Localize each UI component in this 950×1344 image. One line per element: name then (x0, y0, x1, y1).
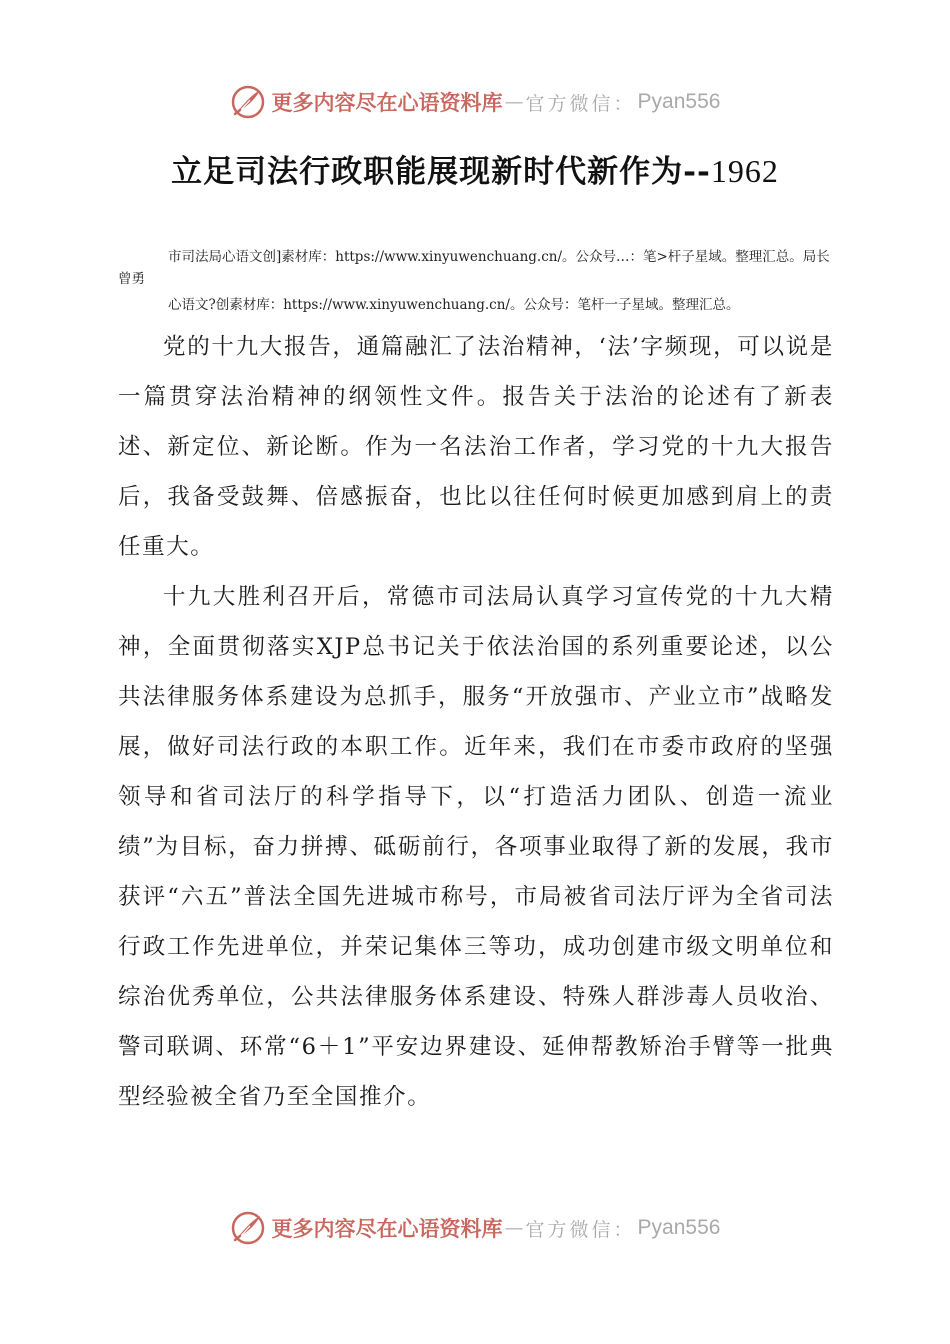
paragraph: 党的十九大报告，通篇融汇了法治精神，‘法’字频现，可以说是一篇贯穿法治精神的纲领性文件。报告关于法治的论述有了新表述、新定位、新论断。作为一名法治工作者，学习党的十九大报告后，我备受鼓舞、倍感振奋，也比以往任何时候更加感到肩上的责任重大。 (118, 334, 834, 560)
title-main: 立足司法行政职能展现新时代新作为-- (171, 154, 711, 190)
quill-logo-icon (230, 84, 266, 120)
paragraph: 十九大胜利召开后，常德市司法局认真学习宣传党的十九大精神，全面贯彻落实XJP总书记关于依法治国的系列重要论述，以公共法律服务体系建设为总抓手，服务“开放强市、产业立市”战略发展，做好司法行政的本职工作。近年来，我们在市委市政府的坚强领导和省司法厅的科学指导下，以“打造活力团队、创造一流业绩”为目标，奋力拼搏、砥砺前行，各项事业取得了新的发展，我市获评“六五”普法全国先进城市称号，市局被省司法厅评为全省司法行政工作先进单位，并荣记集体三等功，成功创建市级文明单位和综治优秀单位，公共法律服务体系建设、特殊人群涉毒人员收治、警司联调、环常“6＋1”平安边界建设、延伸帮教矫治手臂等一批典型经验被全省乃至全国推介。 (118, 584, 834, 1110)
article-body (118, 322, 834, 1122)
banner-separator: — (504, 1217, 524, 1239)
banner-separator: — (504, 91, 524, 113)
banner-wechat-id: Pyan556 (637, 1216, 721, 1239)
header-banner (0, 80, 950, 124)
source-line-2: 心语文?创素材库：https://www.xinyuwenchuang.cn/。公众号：笔杆一子星域。整理汇总。 (168, 297, 740, 313)
banner-official-label: 官方微信： (525, 1218, 636, 1241)
banner-brand-text: 更多内容尽在心语资料库 (271, 90, 503, 115)
footer-banner (0, 1206, 950, 1250)
quill-logo-icon (230, 1210, 266, 1246)
banner-official-label: 官方微信： (525, 92, 636, 115)
title-number: 1962 (710, 153, 779, 189)
source-line-1: 市司法局心语文创]素材库：https://www.xinyuwenchuang.cn/。公众号…：笔>杆子星域。整理汇总。局长曾勇 (118, 249, 830, 287)
banner-brand-text: 更多内容尽在心语资料库 (271, 1216, 503, 1241)
document-title (0, 146, 950, 191)
banner-wechat-id: Pyan556 (637, 90, 721, 113)
